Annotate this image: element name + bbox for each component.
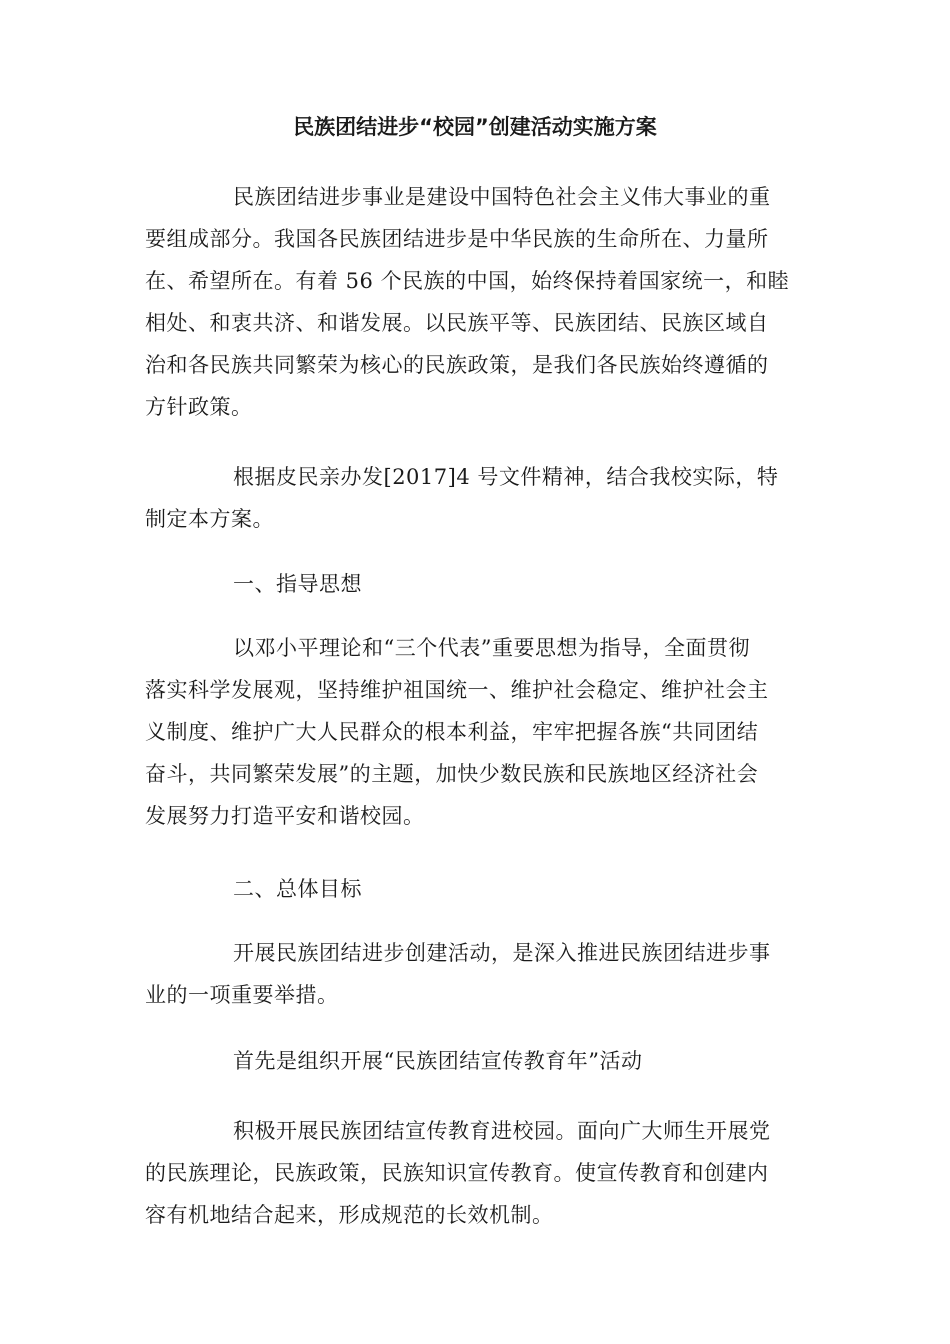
text-line: 在、希望所在。有着 56 个民族的中国，始终保持着国家统一，和睦 [145, 269, 790, 293]
paragraph-guiding-thought [145, 627, 805, 837]
section-heading-guiding-thought [145, 563, 805, 605]
document-title: 民族团结进步“校园”创建活动实施方案 [293, 115, 657, 139]
text-line: 以邓小平理论和“三个代表”重要思想为指导，全面贯彻 [233, 636, 750, 660]
section-heading-overall-goal [145, 868, 805, 910]
text-line: 首先是组织开展“民族团结宣传教育年”活动 [233, 1049, 643, 1073]
text-line: 民族团结进步事业是建设中国特色社会主义伟大事业的重 [233, 185, 771, 209]
text-line: 的民族理论，民族政策，民族知识宣传教育。使宣传教育和创建内 [145, 1161, 769, 1185]
text-line: 一、指导思想 [233, 572, 362, 596]
text-line: 方针政策。 [145, 395, 253, 419]
paragraph-first-activity [145, 1040, 805, 1082]
text-line: 发展努力打造平安和谐校园。 [145, 804, 425, 828]
text-line: 业的一项重要举措。 [145, 983, 339, 1007]
text-line: 容有机地结合起来，形成规范的长效机制。 [145, 1203, 554, 1227]
text-line: 制定本方案。 [145, 507, 274, 531]
text-line: 要组成部分。我国各民族团结进步是中华民族的生命所在、力量所 [145, 227, 769, 251]
text-line: 落实科学发展观，坚持维护祖国统一、维护社会稳定、维护社会主 [145, 678, 769, 702]
paragraph-intro [145, 176, 805, 428]
text-line: 二、总体目标 [233, 877, 362, 901]
text-line: 根据皮民亲办发[2017]4 号文件精神，结合我校实际，特 [233, 465, 779, 489]
text-line: 奋斗，共同繁荣发展”的主题，加快少数民族和民族地区经济社会 [145, 762, 759, 786]
paragraph-overall-goal [145, 932, 805, 1016]
text-line: 治和各民族共同繁荣为核心的民族政策，是我们各民族始终遵循的 [145, 353, 769, 377]
text-line: 义制度、维护广大人民群众的根本利益，牢牢把握各族“共同团结 [145, 720, 759, 744]
paragraph-education [145, 1110, 805, 1236]
paragraph-basis [145, 456, 805, 540]
text-line: 相处、和衷共济、和谐发展。以民族平等、民族团结、民族区域自 [145, 311, 769, 335]
text-line: 开展民族团结进步创建活动，是深入推进民族团结进步事 [233, 941, 771, 965]
text-line: 积极开展民族团结宣传教育进校园。面向广大师生开展党 [233, 1119, 771, 1143]
